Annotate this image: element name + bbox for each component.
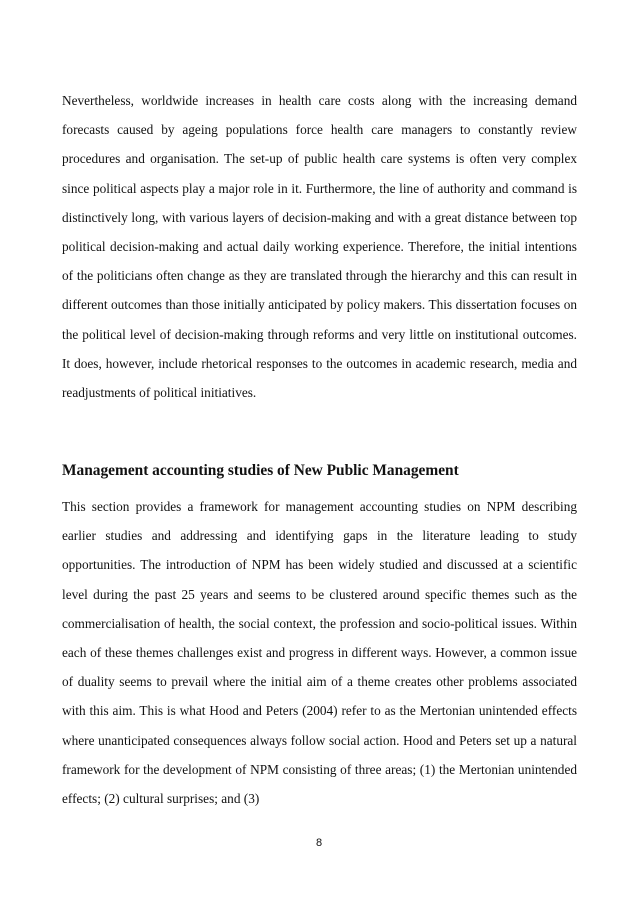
- body-paragraph-health-care-costs: Nevertheless, worldwide increases in health care costs along with the increasing demand forecasts caused by ageing populations force health care managers to constantly review procedures and organisation. The set-up of public health care systems is often very complex since political aspects play a major role in it. Furthermore, the line of authority and command is distinctively long, with various layers of decision-making and with a great distance between top political decision-making and actual daily working experience. Therefore, the initial intentions of the politicians often change as they are translated through the hierarchy and this can result in different outcomes than those initially anticipated by policy makers. This dissertation focuses on the political level of decision-making through reforms and very little on institutional outcomes. It does, however, include rhetorical responses to the outcomes in academic research, media and readjustments of political initiatives.: [62, 93, 577, 401]
- body-paragraph-npm-framework: This section provides a framework for management accounting studies on NPM describing earlier studies and addressing and identifying gaps in the literature leading to study opportunities. The introduction of NPM has been widely studied and discussed at a scientific level during the past 25 years and seems to be clustered around specific themes such as the commercialisation of health, the social context, the profession and socio-political issues. Within each of these themes challenges exist and progress in different ways. However, a common issue of duality seems to prevail where the initial aim of a theme creates other problems associated with this aim. This is what Hood and Peters (2004) refer to as the Mertonian unintended effects where unanticipated consequences always follow social action. Hood and Peters set up a natural framework for the development of NPM consisting of three areas; (1) the Mertonian unintended effects; (2) cultural surprises; and (3): [62, 499, 577, 807]
- page-number: 8: [315, 837, 323, 849]
- section-heading: Management accounting studies of New Public Management: [62, 462, 459, 479]
